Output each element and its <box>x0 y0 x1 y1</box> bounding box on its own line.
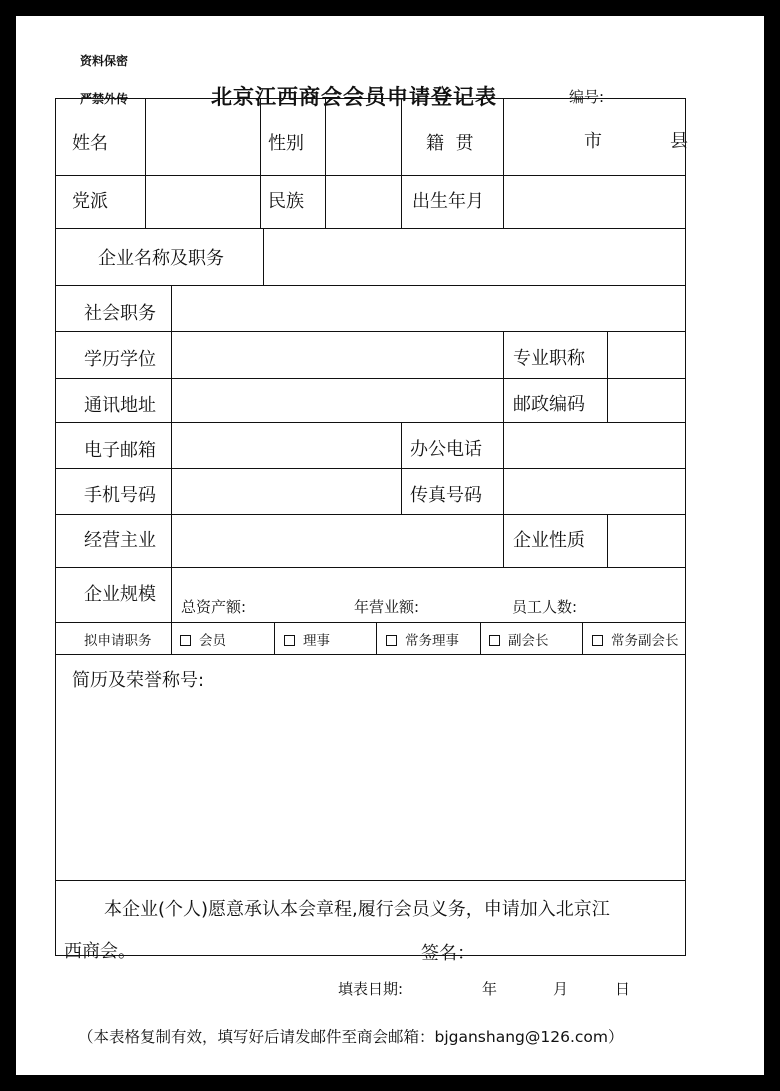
company-scale-field[interactable] <box>172 568 684 622</box>
declaration-line-1: 本企业(个人)愿意承认本会章程,履行会员义务，申请加入北京江 <box>104 899 610 920</box>
resume-field[interactable] <box>56 694 684 879</box>
education-label: 学历学位 <box>84 349 156 370</box>
ethnicity-field[interactable] <box>326 176 401 228</box>
option-executive-director[interactable]: 常务理事 <box>386 629 459 649</box>
page-title: 北京江西商会会员申请登记表 <box>211 85 497 109</box>
year-label: 年 <box>482 980 498 998</box>
party-field[interactable] <box>146 176 260 228</box>
postal-code-label: 邮政编码 <box>513 394 585 415</box>
address-field[interactable] <box>172 379 503 422</box>
confidential-label: 资料保密 <box>80 54 129 68</box>
social-position-field[interactable] <box>172 286 684 331</box>
mobile-label: 手机号码 <box>84 485 156 506</box>
no-external-label: 严禁外传 <box>80 92 129 106</box>
birth-field[interactable] <box>504 176 684 228</box>
checkbox-icon <box>489 635 500 646</box>
fax-label: 传真号码 <box>410 485 482 506</box>
company-nature-field[interactable] <box>608 515 684 567</box>
checkbox-icon <box>180 635 191 646</box>
address-label: 通讯地址 <box>84 395 156 416</box>
professional-title-label: 专业职称 <box>513 348 585 369</box>
declaration-line-2: 西商会。 <box>64 941 136 962</box>
gender-field[interactable] <box>326 99 401 175</box>
proposed-position-label: 拟申请职务 <box>84 633 152 649</box>
email-field[interactable] <box>172 423 401 468</box>
fill-date-label: 填表日期: <box>338 980 404 998</box>
gender-label: 性别 <box>268 133 304 154</box>
birth-label: 出生年月 <box>412 191 484 212</box>
fax-field[interactable] <box>504 469 684 514</box>
checkbox-icon <box>284 635 295 646</box>
employees-label: 员工人数: <box>512 598 578 616</box>
party-label: 党派 <box>72 191 108 212</box>
mobile-field[interactable] <box>172 469 401 514</box>
checkbox-icon <box>386 635 397 646</box>
education-field[interactable] <box>172 332 503 378</box>
option-executive-vice-president[interactable]: 常务副会长 <box>592 629 679 649</box>
signature-label: 签名： <box>421 943 475 964</box>
office-phone-field[interactable] <box>504 423 684 468</box>
county-label: 县 <box>670 131 688 152</box>
annual-revenue-label: 年营业额: <box>354 598 420 616</box>
option-vice-president[interactable]: 副会长 <box>489 629 549 649</box>
total-assets-label: 总资产额: <box>181 598 247 616</box>
number-label: 编号: <box>569 88 605 106</box>
name-field[interactable] <box>146 99 260 175</box>
ethnicity-label: 民族 <box>268 191 304 212</box>
footer-note: （本表格复制有效，填写好后请发邮件至商会邮箱：bjganshang@126.com） <box>78 1028 624 1046</box>
email-label: 电子邮箱 <box>84 440 156 461</box>
name-label: 姓名 <box>72 133 108 154</box>
company-position-label: 企业名称及职务 <box>98 248 224 269</box>
company-nature-label: 企业性质 <box>513 530 585 551</box>
signature-field[interactable] <box>481 929 681 955</box>
checkbox-icon <box>592 635 603 646</box>
application-form-table <box>55 98 688 964</box>
office-phone-label: 办公电话 <box>410 439 482 460</box>
postal-code-field[interactable] <box>608 379 684 422</box>
day-label: 日 <box>615 980 631 998</box>
company-scale-label: 企业规模 <box>84 584 156 605</box>
company-position-field[interactable] <box>264 229 684 285</box>
professional-title-field[interactable] <box>608 332 684 378</box>
month-label: 月 <box>553 980 569 998</box>
native-place-label: 籍 贯 <box>426 133 474 154</box>
social-position-label: 社会职务 <box>84 303 156 324</box>
resume-label: 简历及荣誉称号: <box>72 670 205 691</box>
main-business-field[interactable] <box>172 515 503 567</box>
option-director[interactable]: 理事 <box>284 629 330 649</box>
main-business-label: 经营主业 <box>84 530 156 551</box>
option-member[interactable]: 会员 <box>180 629 226 649</box>
city-label: 市 <box>584 131 602 152</box>
